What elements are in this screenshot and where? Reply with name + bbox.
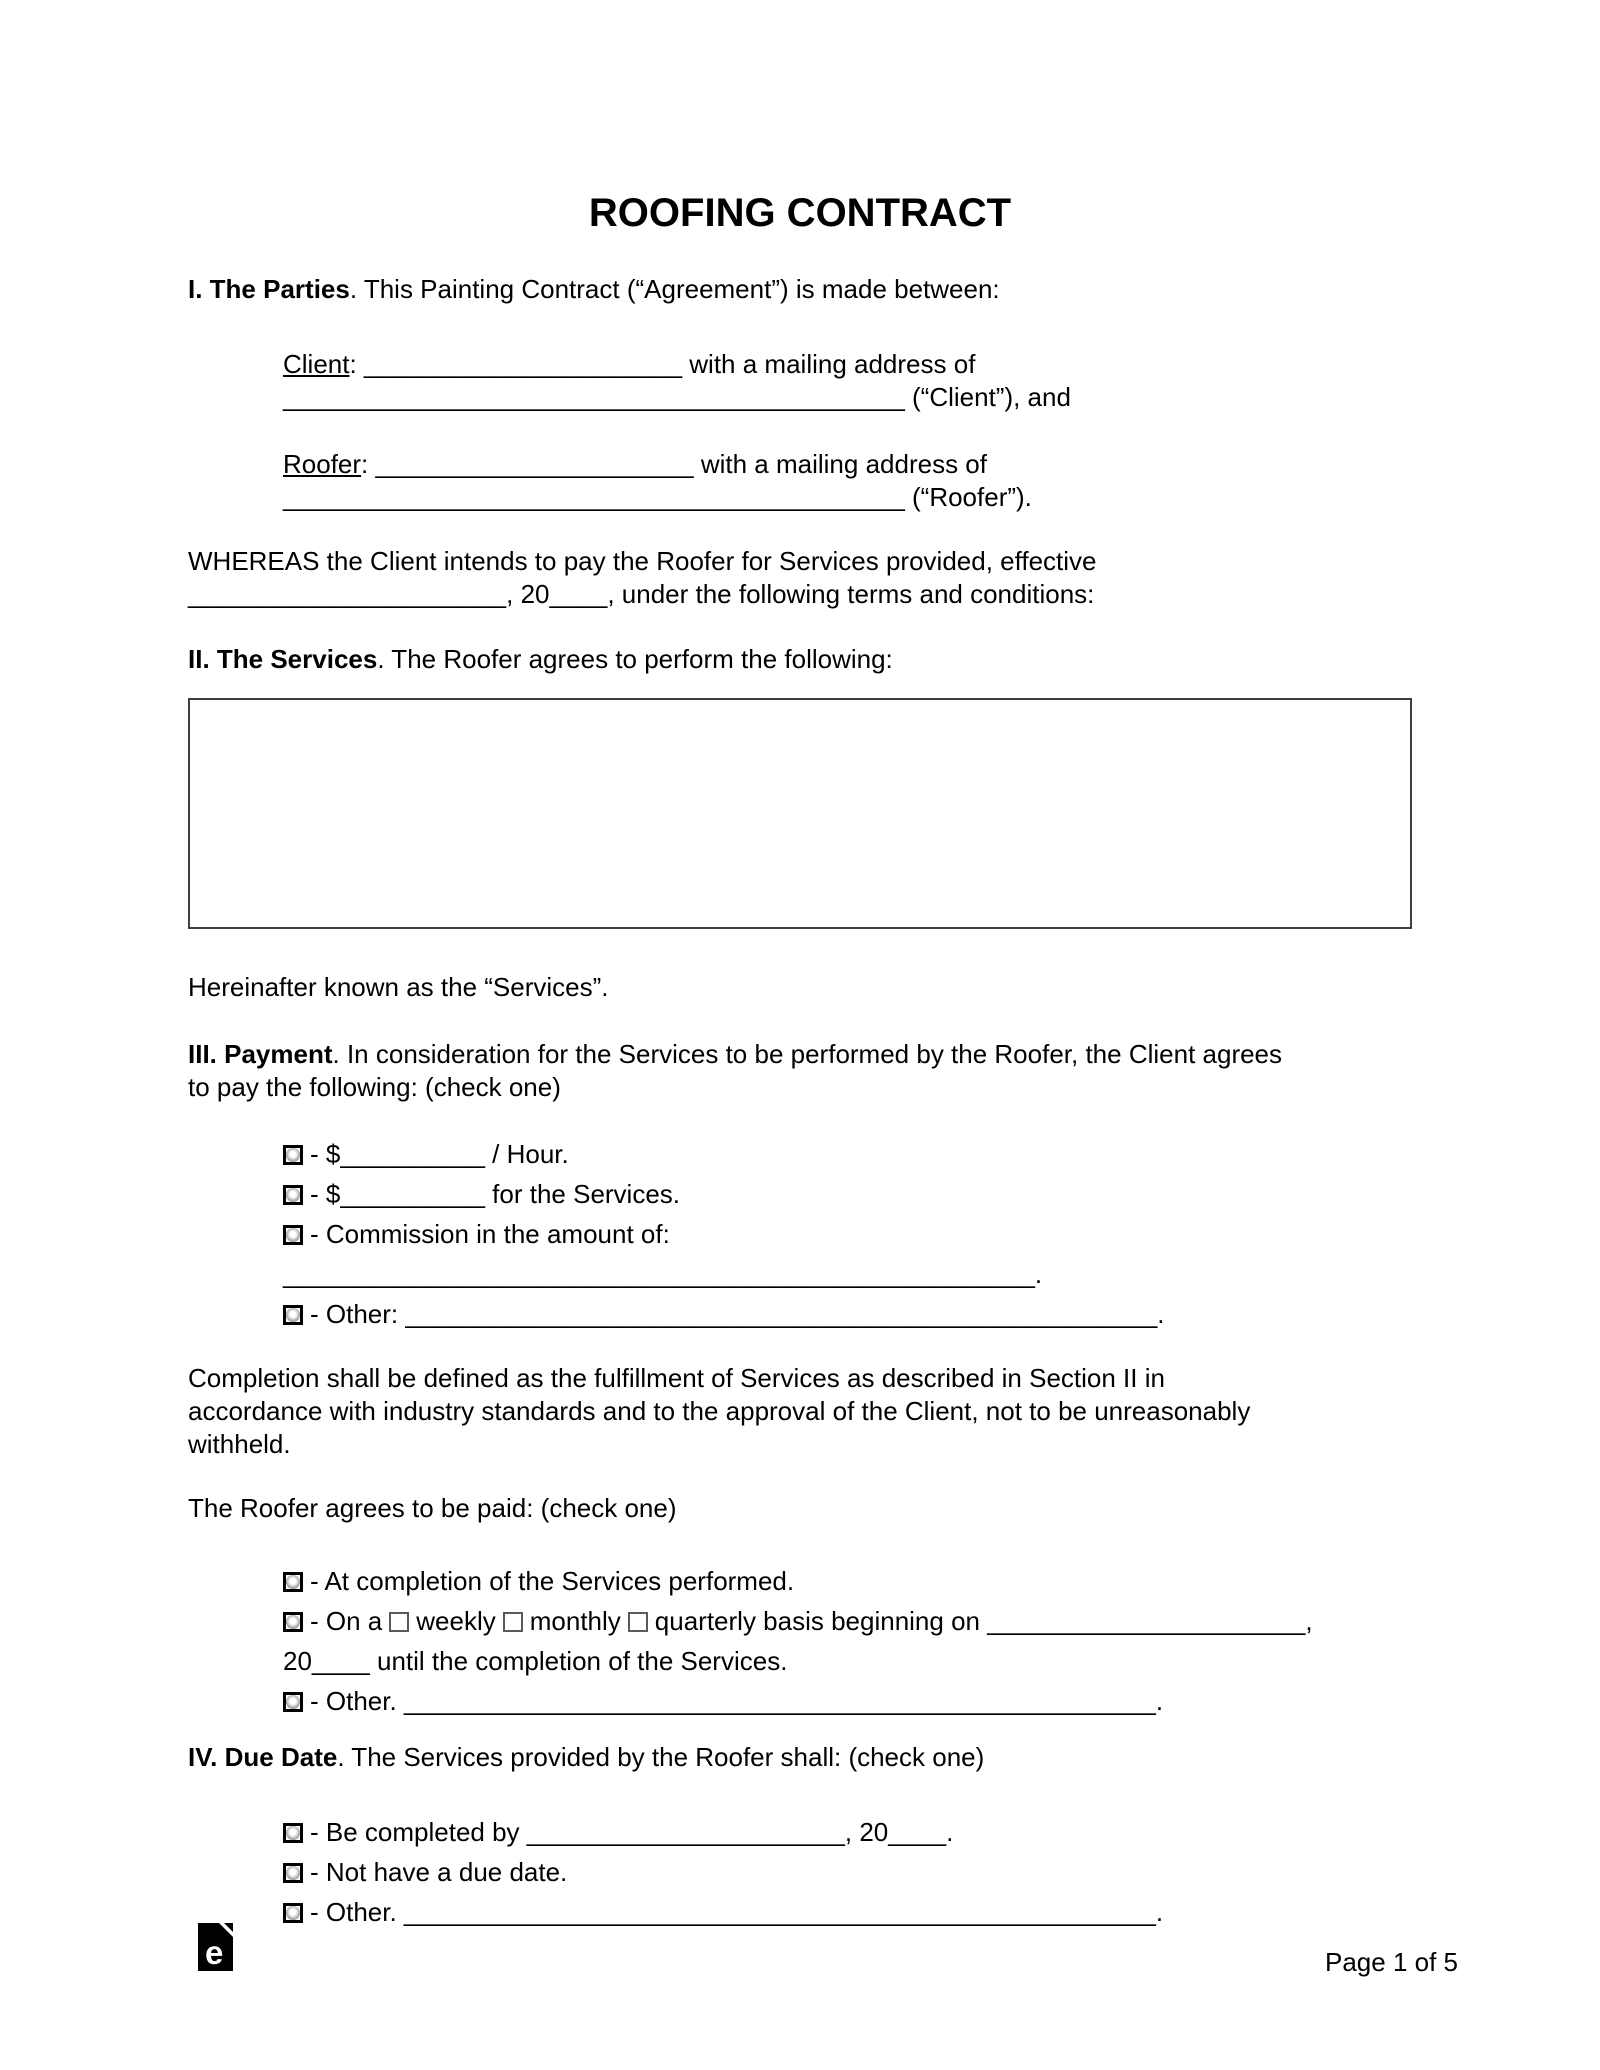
checkbox-completed-by[interactable] bbox=[283, 1823, 303, 1843]
duedate-options-list bbox=[283, 1812, 1412, 1932]
schedule-periodic-line-2: 20____ until the completion of the Services. bbox=[283, 1646, 788, 1676]
client-term: Client bbox=[283, 349, 350, 379]
paid-intro-paragraph: The Roofer agrees to be paid: (check one) bbox=[188, 1493, 677, 1523]
client-block bbox=[283, 348, 1412, 414]
roofer-term: Roofer bbox=[283, 449, 362, 479]
client-name-blank: : ______________________ with a mailing address of bbox=[349, 349, 976, 379]
checkbox-hourly[interactable] bbox=[283, 1145, 303, 1165]
section-duedate-heading bbox=[188, 1741, 1412, 1774]
payment-options-list bbox=[283, 1134, 1412, 1334]
services-text: . The Roofer agrees to perform the following: bbox=[377, 644, 893, 674]
checkbox-periodic[interactable] bbox=[283, 1612, 303, 1632]
roofer-name-blank: : ______________________ with a mailing address of bbox=[361, 449, 987, 479]
section-services-heading bbox=[188, 643, 1412, 676]
payment-schedule-list bbox=[283, 1561, 1412, 1721]
client-line-1 bbox=[283, 348, 1412, 381]
page-number: Page 1 of 5 bbox=[1325, 1947, 1458, 1977]
checkbox-quarterly[interactable] bbox=[628, 1612, 648, 1632]
duedate-option-completed-by bbox=[283, 1812, 1412, 1852]
services-label: II. The Services bbox=[188, 644, 378, 674]
checkbox-other-due[interactable] bbox=[283, 1903, 303, 1923]
payment-option-other bbox=[283, 1294, 1412, 1334]
payment-option-hourly-label: - $__________ / Hour. bbox=[310, 1139, 569, 1169]
checkbox-no-due-date[interactable] bbox=[283, 1863, 303, 1883]
eforms-logo bbox=[198, 1923, 233, 1971]
client-address-blank: ___________________________________________ (“Client”), and bbox=[283, 382, 1071, 412]
completion-line-2: accordance with industry standards and to the approval of the Client, not to be unreasonably bbox=[188, 1396, 1251, 1426]
page-footer bbox=[188, 1923, 1458, 1979]
page-title: ROOFING CONTRACT bbox=[588, 191, 1012, 235]
roofer-block bbox=[283, 448, 1412, 514]
duedate-option-no-due-date-label: - Not have a due date. bbox=[310, 1857, 568, 1887]
roofer-line-1 bbox=[283, 448, 1412, 481]
logo-letter: e bbox=[205, 1934, 224, 1971]
duedate-text: . The Services provided by the Roofer shall: (check one) bbox=[337, 1742, 985, 1772]
section-payment-heading bbox=[188, 1038, 1412, 1104]
payment-option-fixed bbox=[283, 1174, 1412, 1214]
schedule-option-periodic bbox=[283, 1601, 1412, 1681]
payment-label: III. Payment bbox=[188, 1039, 333, 1069]
whereas-line-1: WHEREAS the Client intends to pay the Roofer for Services provided, effective bbox=[188, 546, 1097, 576]
schedule-quarterly-label: quarterly basis beginning on ______________________, bbox=[654, 1606, 1313, 1636]
completion-line-1: Completion shall be defined as the fulfillment of Services as described in Section II in bbox=[188, 1363, 1165, 1393]
schedule-monthly-label: monthly bbox=[529, 1606, 621, 1636]
parties-label: I. The Parties bbox=[188, 274, 350, 304]
whereas-line-2: ______________________, 20____, under the following terms and conditions: bbox=[188, 579, 1095, 609]
payment-option-commission bbox=[283, 1214, 1412, 1294]
schedule-option-at-completion-label: - At completion of the Services performed. bbox=[310, 1566, 795, 1596]
checkbox-fixed-amount[interactable] bbox=[283, 1185, 303, 1205]
payment-option-hourly bbox=[283, 1134, 1412, 1174]
payment-text-line-2: to pay the following: (check one) bbox=[188, 1072, 561, 1102]
checkbox-other-payment[interactable] bbox=[283, 1305, 303, 1325]
checkbox-weekly[interactable] bbox=[389, 1612, 409, 1632]
duedate-option-no-due-date bbox=[283, 1852, 1412, 1892]
payment-option-other-label: - Other: ____________________________________________________. bbox=[310, 1299, 1165, 1329]
schedule-periodic-pre: - On a bbox=[310, 1606, 383, 1636]
checkbox-other-schedule[interactable] bbox=[283, 1692, 303, 1712]
schedule-weekly-label: weekly bbox=[416, 1606, 496, 1636]
duedate-option-completed-by-label: - Be completed by ______________________, 20____. bbox=[310, 1817, 954, 1847]
roofer-address-blank: ___________________________________________ (“Roofer”). bbox=[283, 482, 1032, 512]
schedule-option-other-label: - Other. ____________________________________________________. bbox=[310, 1686, 1164, 1716]
checkbox-monthly[interactable] bbox=[503, 1612, 523, 1632]
completion-line-3: withheld. bbox=[188, 1429, 291, 1459]
duedate-option-other-label: - Other. ____________________________________________________. bbox=[310, 1897, 1164, 1927]
checkbox-commission[interactable] bbox=[283, 1225, 303, 1245]
payment-text-line-1: . In consideration for the Services to be performed by the Roofer, the Client agrees bbox=[332, 1039, 1283, 1069]
schedule-option-at-completion bbox=[283, 1561, 1412, 1601]
completion-paragraph bbox=[188, 1362, 1412, 1461]
section-parties-heading bbox=[188, 273, 1412, 306]
whereas-paragraph bbox=[188, 545, 1412, 611]
document-page-icon bbox=[198, 1923, 233, 1971]
schedule-option-other bbox=[283, 1681, 1412, 1721]
payment-option-commission-label: - Commission in the amount of: ____________________________________________________. bbox=[283, 1219, 1043, 1289]
checkbox-at-completion[interactable] bbox=[283, 1572, 303, 1592]
duedate-label: IV. Due Date bbox=[188, 1742, 338, 1772]
parties-text: . This Painting Contract (“Agreement”) is made between: bbox=[349, 274, 1000, 304]
services-input-box[interactable] bbox=[188, 698, 1412, 929]
hereinafter-note: Hereinafter known as the “Services”. bbox=[188, 972, 609, 1002]
payment-option-fixed-label: - $__________ for the Services. bbox=[310, 1179, 681, 1209]
